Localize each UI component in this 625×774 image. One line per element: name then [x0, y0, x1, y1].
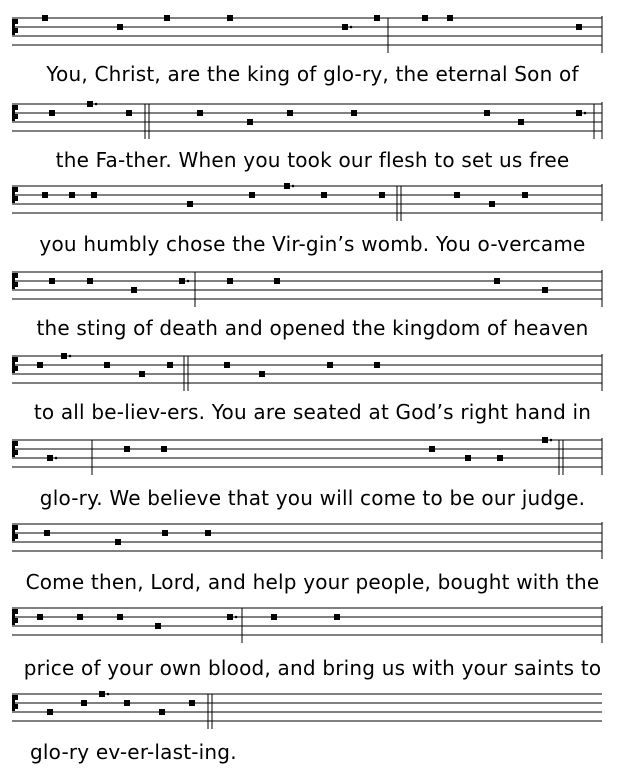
neume-note	[187, 201, 193, 207]
lyric-line-7: Come then, Lord, and help your people, bought with the	[25, 570, 600, 594]
staff-9	[12, 690, 604, 730]
neume-note	[454, 192, 460, 198]
staff-5	[12, 352, 604, 392]
neume-note	[205, 530, 211, 536]
neume-note	[42, 15, 48, 21]
lyric-line-3: you humbly chose the Vir-gin’s womb. You o-vercame	[39, 232, 586, 256]
lyric-line-2: the Fa-ther. When you took our flesh to set us free	[55, 148, 570, 172]
neume-note	[47, 455, 57, 461]
neume-note	[576, 24, 582, 30]
neume-note	[227, 614, 237, 620]
neume-note	[117, 614, 123, 620]
neume-note	[518, 119, 524, 125]
neume-note	[77, 614, 83, 620]
neume-note	[374, 362, 380, 368]
neume-note	[131, 287, 137, 293]
neume-note	[197, 110, 203, 116]
neume-note	[271, 614, 277, 620]
neume-note	[447, 15, 453, 21]
neume-note	[81, 700, 87, 706]
neume-note	[99, 691, 109, 697]
lyric-line-1: You, Christ, are the king of glo-ry, the eternal Son of	[46, 62, 579, 86]
staff-8	[12, 604, 604, 644]
neume-note	[247, 119, 253, 125]
neume-note	[342, 24, 352, 30]
lyric-line-5: to all be-liev-ers. You are seated at God’s right hand in	[33, 400, 592, 424]
neume-note	[179, 278, 189, 284]
neume-note	[49, 278, 55, 284]
neume-note	[351, 110, 357, 116]
neume-note	[274, 278, 280, 284]
neume-note	[87, 278, 93, 284]
neume-note	[494, 278, 500, 284]
neume-note	[465, 455, 471, 461]
staff-1	[12, 14, 604, 54]
neume-note	[167, 362, 173, 368]
neume-note	[327, 362, 333, 368]
neume-note	[126, 110, 132, 116]
neume-note	[227, 278, 233, 284]
neume-note	[104, 362, 110, 368]
lyric-line-4: the sting of death and opened the kingdom of heaven	[36, 316, 589, 340]
neume-note	[159, 709, 165, 715]
neume-note	[224, 362, 230, 368]
staff-4	[12, 268, 604, 308]
neume-note	[87, 101, 97, 107]
neume-note	[117, 24, 123, 30]
neume-note	[37, 362, 43, 368]
lyric-line-9: glo-ry ev-er-last-ing.	[30, 740, 237, 764]
neume-note	[484, 110, 490, 116]
neume-note	[124, 446, 130, 452]
neume-note	[422, 15, 428, 21]
neume-note	[189, 700, 195, 706]
neume-note	[259, 371, 265, 377]
neume-note	[227, 15, 233, 21]
neume-note	[164, 15, 170, 21]
neume-note	[287, 110, 293, 116]
neume-note	[162, 530, 168, 536]
neume-note	[374, 15, 380, 21]
neume-note	[91, 192, 97, 198]
neume-note	[44, 530, 50, 536]
neume-note	[542, 437, 552, 443]
lyric-line-6: glo-ry. We believe that you will come to be our judge.	[39, 486, 586, 510]
neume-note	[49, 110, 55, 116]
neume-note	[249, 192, 255, 198]
neume-note	[139, 371, 145, 377]
neume-note	[284, 183, 294, 189]
neume-note	[334, 614, 340, 620]
neume-note	[61, 353, 71, 359]
neume-note	[115, 539, 121, 545]
neume-note	[37, 614, 43, 620]
neume-note	[542, 287, 548, 293]
neume-note	[69, 192, 75, 198]
neume-note	[161, 446, 167, 452]
staff-6	[12, 436, 604, 476]
neume-note	[489, 201, 495, 207]
neume-note	[321, 192, 327, 198]
neume-note	[155, 623, 161, 629]
neume-note	[42, 192, 48, 198]
neume-note	[522, 192, 528, 198]
neume-note	[576, 110, 586, 116]
neume-note	[124, 700, 130, 706]
staff-2	[12, 100, 604, 140]
neume-note	[497, 455, 503, 461]
neume-note	[379, 192, 385, 198]
neume-note	[47, 709, 53, 715]
staff-3	[12, 182, 604, 222]
staff-7	[12, 520, 604, 560]
lyric-line-8: price of your own blood, and bring us with your saints to	[23, 656, 602, 680]
neume-note	[429, 446, 435, 452]
